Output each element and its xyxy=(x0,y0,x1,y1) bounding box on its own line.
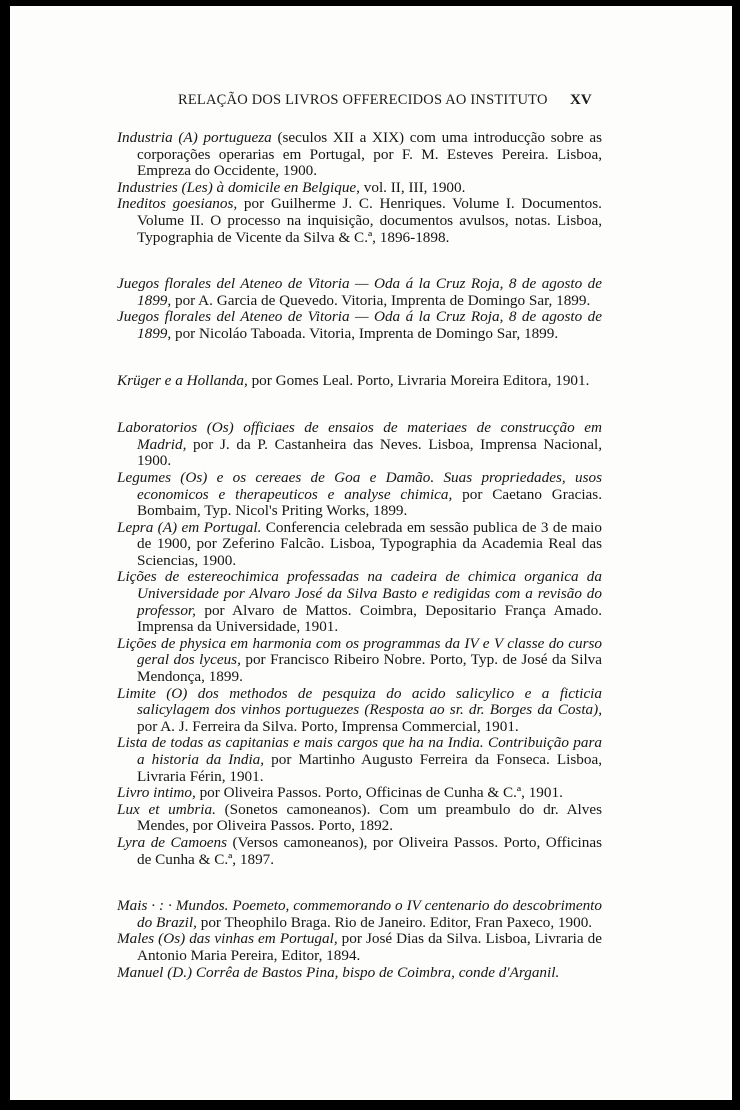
entry-group-l xyxy=(117,420,602,868)
book-page xyxy=(10,6,732,1100)
catalogue-entry xyxy=(117,636,602,686)
entry-group-m xyxy=(117,898,602,981)
entry-title: Ineditos goesianos, xyxy=(117,195,238,213)
entry-details: por José Dias da Silva. Lisboa, Livraria de Antonio Maria Pereira, Editor, 1894. xyxy=(137,930,602,964)
entry-details: por Oliveira Passos. Porto, Officinas de Cunha & C.ª, 1901. xyxy=(195,784,563,802)
catalogue-entry xyxy=(117,802,602,835)
catalogue-entry xyxy=(117,569,602,635)
entry-title: Laboratorios (Os) officiaes de ensaios de materiaes de construcção em Madrid, xyxy=(117,419,602,453)
entry-details: por Alvaro de Mattos. Coimbra, Depositario França Amado. Imprensa da Universidade, 1901. xyxy=(137,601,602,636)
catalogue-list xyxy=(117,130,602,981)
entry-details: (Versos camoneanos), por Oliveira Passos. Porto, Officinas de Cunha & C.ª, 1897. xyxy=(137,833,602,868)
entry-details: (Sonetos camoneanos). Com um preambulo do dr. Alves Mendes, por Oliveira Passos. Porto, 1892. xyxy=(137,800,603,835)
entry-group-k xyxy=(117,373,602,390)
entry-title: Lições de estereochimica professadas na cadeira de chimica organica da Universidade por Alvaro José da Silva Basto e redigidas com a revisão do professor, xyxy=(117,568,602,619)
catalogue-entry xyxy=(117,130,602,180)
catalogue-entry xyxy=(117,835,602,868)
catalogue-entry xyxy=(117,898,602,931)
entry-details: vol. II, III, 1900. xyxy=(359,178,466,196)
entry-title: Mais · : · Mundos. Poemeto, commemorando o IV centenario do descobrimento do Brazil, xyxy=(117,897,602,931)
entry-details: Conferencia celebrada em sessão publica de 3 de maio de 1900, por Zeferino Falcão. Lisboa, Typographia da Academia Real das Sciencias, 1900. xyxy=(137,518,602,569)
catalogue-entry xyxy=(117,373,602,390)
catalogue-entry xyxy=(117,735,602,785)
entry-details: (seculos XII a XIX) com uma introducção sobre as corporações operarias em Portugal, por F. M. Esteves Pereira. Lisboa, Empreza do Occidente, 1900. xyxy=(137,129,602,180)
entry-title: Lyra de Camoens xyxy=(117,833,228,851)
catalogue-entry xyxy=(117,470,602,520)
entry-title: Krüger e a Hollanda, xyxy=(117,371,248,389)
entry-title: Males (Os) das vinhas em Portugal, xyxy=(117,930,338,948)
entry-details: por Gomes Leal. Porto, Livraria Moreira Editora, 1901. xyxy=(247,371,590,389)
entry-details: por Caetano Gracias. Bombaim, Typ. Nicol's Priting Works, 1899. xyxy=(137,485,602,520)
entry-group-i xyxy=(117,130,602,246)
catalogue-entry xyxy=(117,686,602,736)
catalogue-entry xyxy=(117,520,602,570)
entry-details: por Guilherme J. C. Henriques. Volume I. Documentos. Volume II. O processo na inquisição, documentos avulsos, notas. Lisboa, Typographia de Vicente da Silva & C.ª, 1896-1898. xyxy=(137,195,602,246)
catalogue-entry xyxy=(117,965,602,982)
running-title: RELAÇÃO DOS LIVROS OFFERECIDOS AO INSTITUTO xyxy=(178,92,548,108)
entry-title: Manuel (D.) Corrêa de Bastos Pina, bispo de Coimbra, conde d'Arganil. xyxy=(117,963,560,981)
entry-title: Lux et umbria. xyxy=(117,800,216,818)
entry-title: Industries (Les) à domicile en Belgique, xyxy=(117,178,360,196)
entry-title: Industria (A) portugueza xyxy=(117,129,272,146)
entry-details: por Nicoláo Taboada. Vitoria, Imprenta de Domingo Sar, 1899. xyxy=(171,324,559,342)
entry-title: Lista de todas as capitanias e mais cargos que ha na India. Contribuição para a historia da India, xyxy=(117,734,602,768)
catalogue-entry xyxy=(117,180,602,197)
entry-group-j xyxy=(117,276,602,342)
catalogue-entry xyxy=(117,196,602,246)
entry-title: Livro intimo, xyxy=(117,784,196,802)
entry-title: Juegos florales del Ateneo de Vitoria — Oda á la Cruz Roja, 8 de agosto de 1899, xyxy=(117,275,602,309)
entry-details: por Theophilo Braga. Rio de Janeiro. Editor, Fran Paxeco, 1900. xyxy=(196,913,593,931)
entry-title: Juegos florales del Ateneo de Vitoria — Oda á la Cruz Roja, 8 de agosto de 1899, xyxy=(117,308,602,342)
entry-details: por Martinho Augusto Ferreira da Fonseca. Lisboa, Livraria Férin, 1901. xyxy=(137,751,602,785)
catalogue-entry xyxy=(117,276,602,309)
entry-details: por A. J. Ferreira da Silva. Porto, Imprensa Commercial, 1901. xyxy=(137,717,519,735)
entry-title: Legumes (Os) e os cereaes de Goa e Damão. Suas propriedades, usos economicos e therapeuticos e analyse chimica, xyxy=(117,468,602,503)
catalogue-entry xyxy=(117,420,602,470)
entry-title: Lições de physica em harmonia com os programmas da IV e V classe do curso geral dos lyceus, xyxy=(117,634,602,669)
entry-details: por A. Garcia de Quevedo. Vitoria, Imprenta de Domingo Sar, 1899. xyxy=(171,291,591,309)
entry-title: Limite (O) dos methodos de pesquiza do acido salicylico e a ficticia salicylagem dos vinhos portuguezes (Resposta ao sr. dr. Borges da Costa), xyxy=(117,684,602,719)
catalogue-entry xyxy=(117,785,602,802)
entry-details: por J. da P. Castanheira das Neves. Lisboa, Imprensa Nacional, 1900. xyxy=(137,435,602,470)
catalogue-entry xyxy=(117,931,602,964)
page-number: XV xyxy=(570,92,592,108)
entry-title: Lepra (A) em Portugal. xyxy=(117,518,262,536)
entry-details: por Francisco Ribeiro Nobre. Porto, Typ. de José da Silva Mendonça, 1899. xyxy=(137,651,602,686)
catalogue-entry xyxy=(117,309,602,342)
